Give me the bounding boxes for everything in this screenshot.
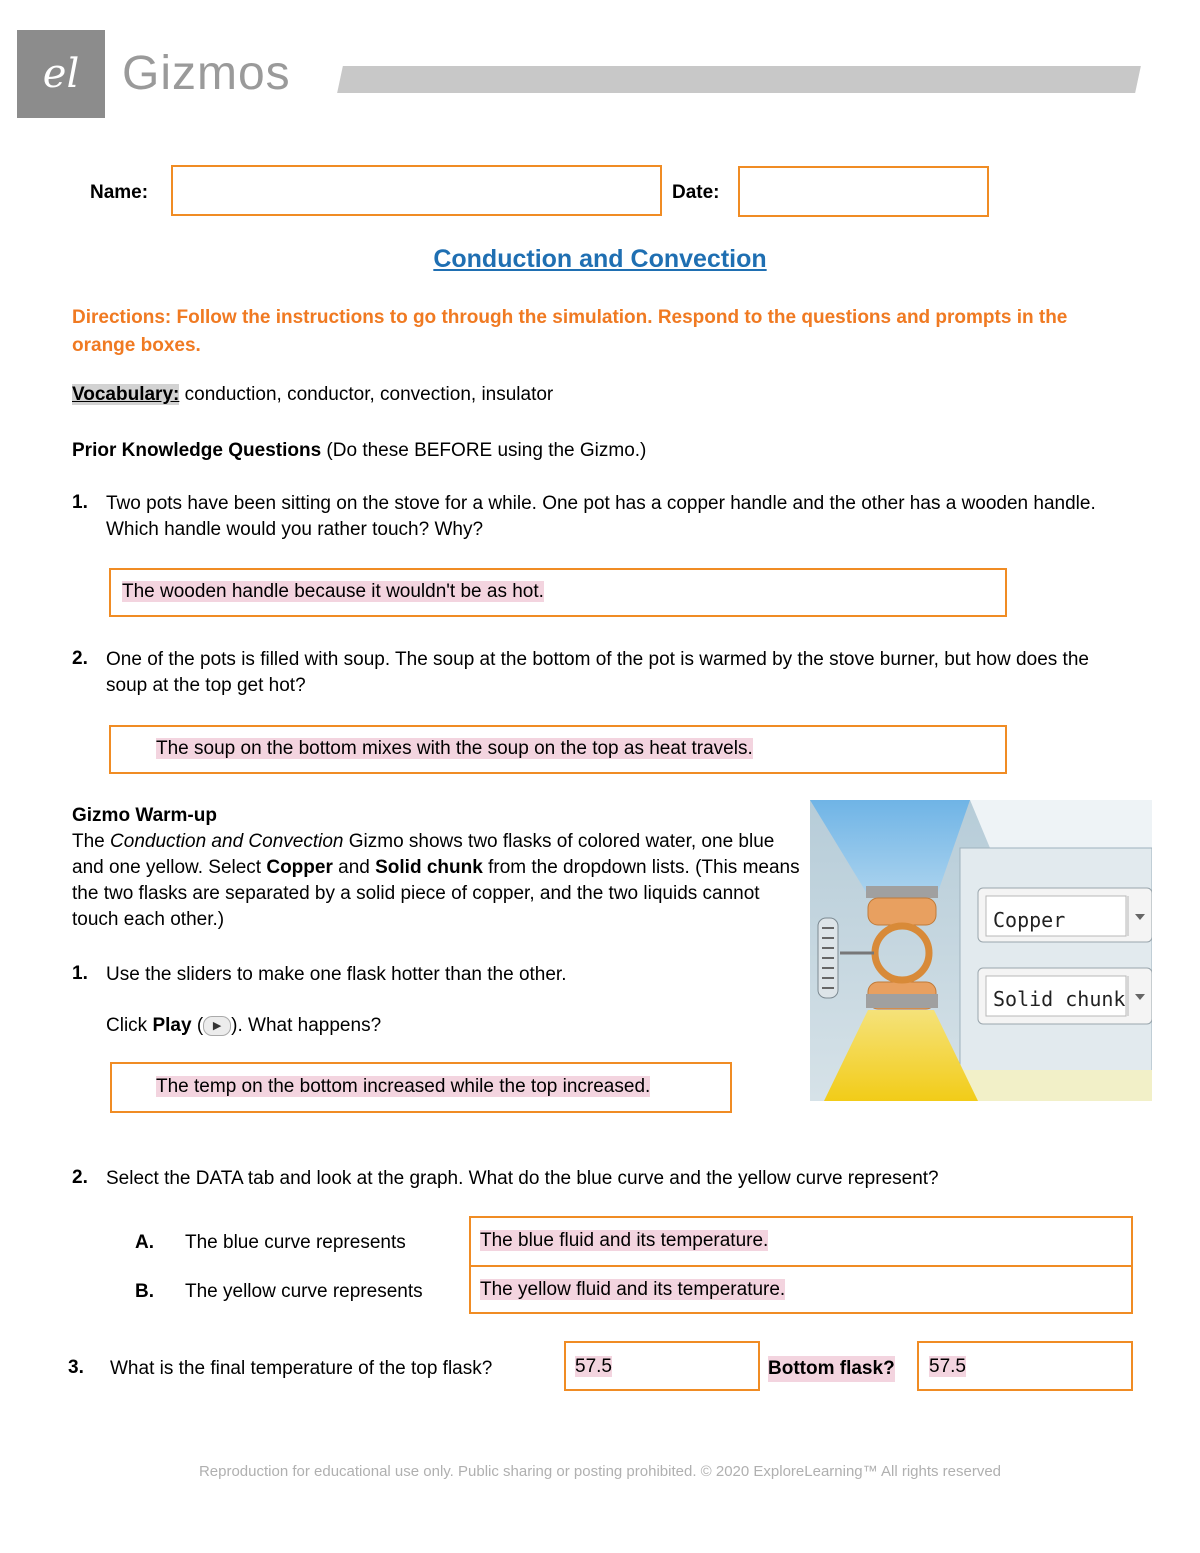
date-field[interactable] [738, 166, 989, 217]
row-b-label: The yellow curve represents [185, 1281, 423, 1302]
row-a-letter: A. [135, 1232, 154, 1253]
warmup-q1-number: 1. [72, 963, 88, 984]
bottom-flask-label: Bottom flask? [768, 1356, 895, 1382]
prior-q2-answer-box[interactable] [109, 725, 1007, 774]
directions: Directions: Follow the instructions to go through the simulation. Respond to the questions and prompts in the orange boxes. [72, 307, 1068, 356]
bottom-flask-answer-box[interactable] [917, 1341, 1133, 1391]
prior-q2-number: 2. [72, 648, 88, 669]
header-bar [337, 66, 1141, 93]
top-flask-answer-box[interactable] [564, 1341, 760, 1391]
prior-q1-number: 1. [72, 492, 88, 513]
vocabulary-terms: conduction, conductor, convection, insulator [179, 384, 554, 405]
yellow-curve-answer[interactable]: The yellow fluid and its temperature. [480, 1279, 786, 1300]
row-b-letter: B. [135, 1281, 154, 1302]
warmup-q2-text: Select the DATA tab and look at the graph. What do the blue curve and the yellow curve represent? [106, 1168, 939, 1189]
play-icon: ▶ [203, 1016, 231, 1036]
prior-q2-answer: The soup on the bottom mixes with the soup on the top as heat travels. [156, 738, 753, 759]
connector-select: Solid chunk [993, 987, 1126, 1011]
brand-title: Gizmos [122, 47, 291, 100]
warmup-q1-answer: The temp on the bottom increased while the top increased. [156, 1076, 651, 1097]
top-flask-answer: 57.5 [575, 1356, 612, 1377]
material-select: Copper [993, 908, 1066, 932]
warmup-q1-click: Click Play ( ▶ ). What happens? [106, 1015, 382, 1036]
gizmo-simulation-image [810, 800, 1152, 1101]
prior-knowledge-heading: Prior Knowledge Questions (Do these BEFORE using the Gizmo.) [72, 440, 647, 461]
explorelearning-logo: el [17, 30, 105, 118]
warmup-paragraph: The Conduction and Convection Gizmo shows two flasks of colored water, one blue and one yellow. Select Copper and Solid chunk from the dropdown lists. (This means the two flasks are separated by a solid piece of copper, and the two liquids cannot touch each other.) [72, 831, 800, 930]
vocabulary-label: Vocabulary: [72, 384, 180, 405]
warmup-q1-answer-box[interactable] [110, 1062, 732, 1113]
warmup-heading: Gizmo Warm-up [72, 805, 217, 826]
curve-answer-divider [470, 1265, 1132, 1267]
bottom-flask-answer: 57.5 [929, 1356, 966, 1377]
vocabulary [72, 382, 553, 408]
warmup-q3-text: What is the final temperature of the top flask? [110, 1358, 493, 1379]
footer-copyright: Reproduction for educational use only. Public sharing or posting prohibited. © 2020 ExploreLearning™ All rights reserved [198, 1463, 1002, 1480]
warmup-q2-number: 2. [72, 1167, 88, 1188]
warmup-q1-text: Use the sliders to make one flask hotter than the other. [106, 964, 567, 985]
date-label: Date: [672, 182, 720, 203]
name-field[interactable] [171, 165, 662, 216]
page-title: Conduction and Convection [433, 245, 767, 273]
warmup-q3-number: 3. [68, 1357, 84, 1378]
prior-q2-text: One of the pots is filled with soup. The soup at the bottom of the pot is warmed by the stove burner, but how does the soup at the top get hot? [106, 649, 1089, 696]
prior-q1-answer: The wooden handle because it wouldn't be as hot. [122, 581, 544, 602]
blue-curve-answer[interactable]: The blue fluid and its temperature. [480, 1230, 769, 1251]
prior-q1-answer-box[interactable] [109, 568, 1007, 617]
row-a-label: The blue curve represents [185, 1232, 406, 1253]
name-label: Name: [90, 182, 149, 203]
prior-q1-text: Two pots have been sitting on the stove for a while. One pot has a copper handle and the other has a wooden handle. Which handle would you rather touch? Why? [106, 493, 1096, 540]
